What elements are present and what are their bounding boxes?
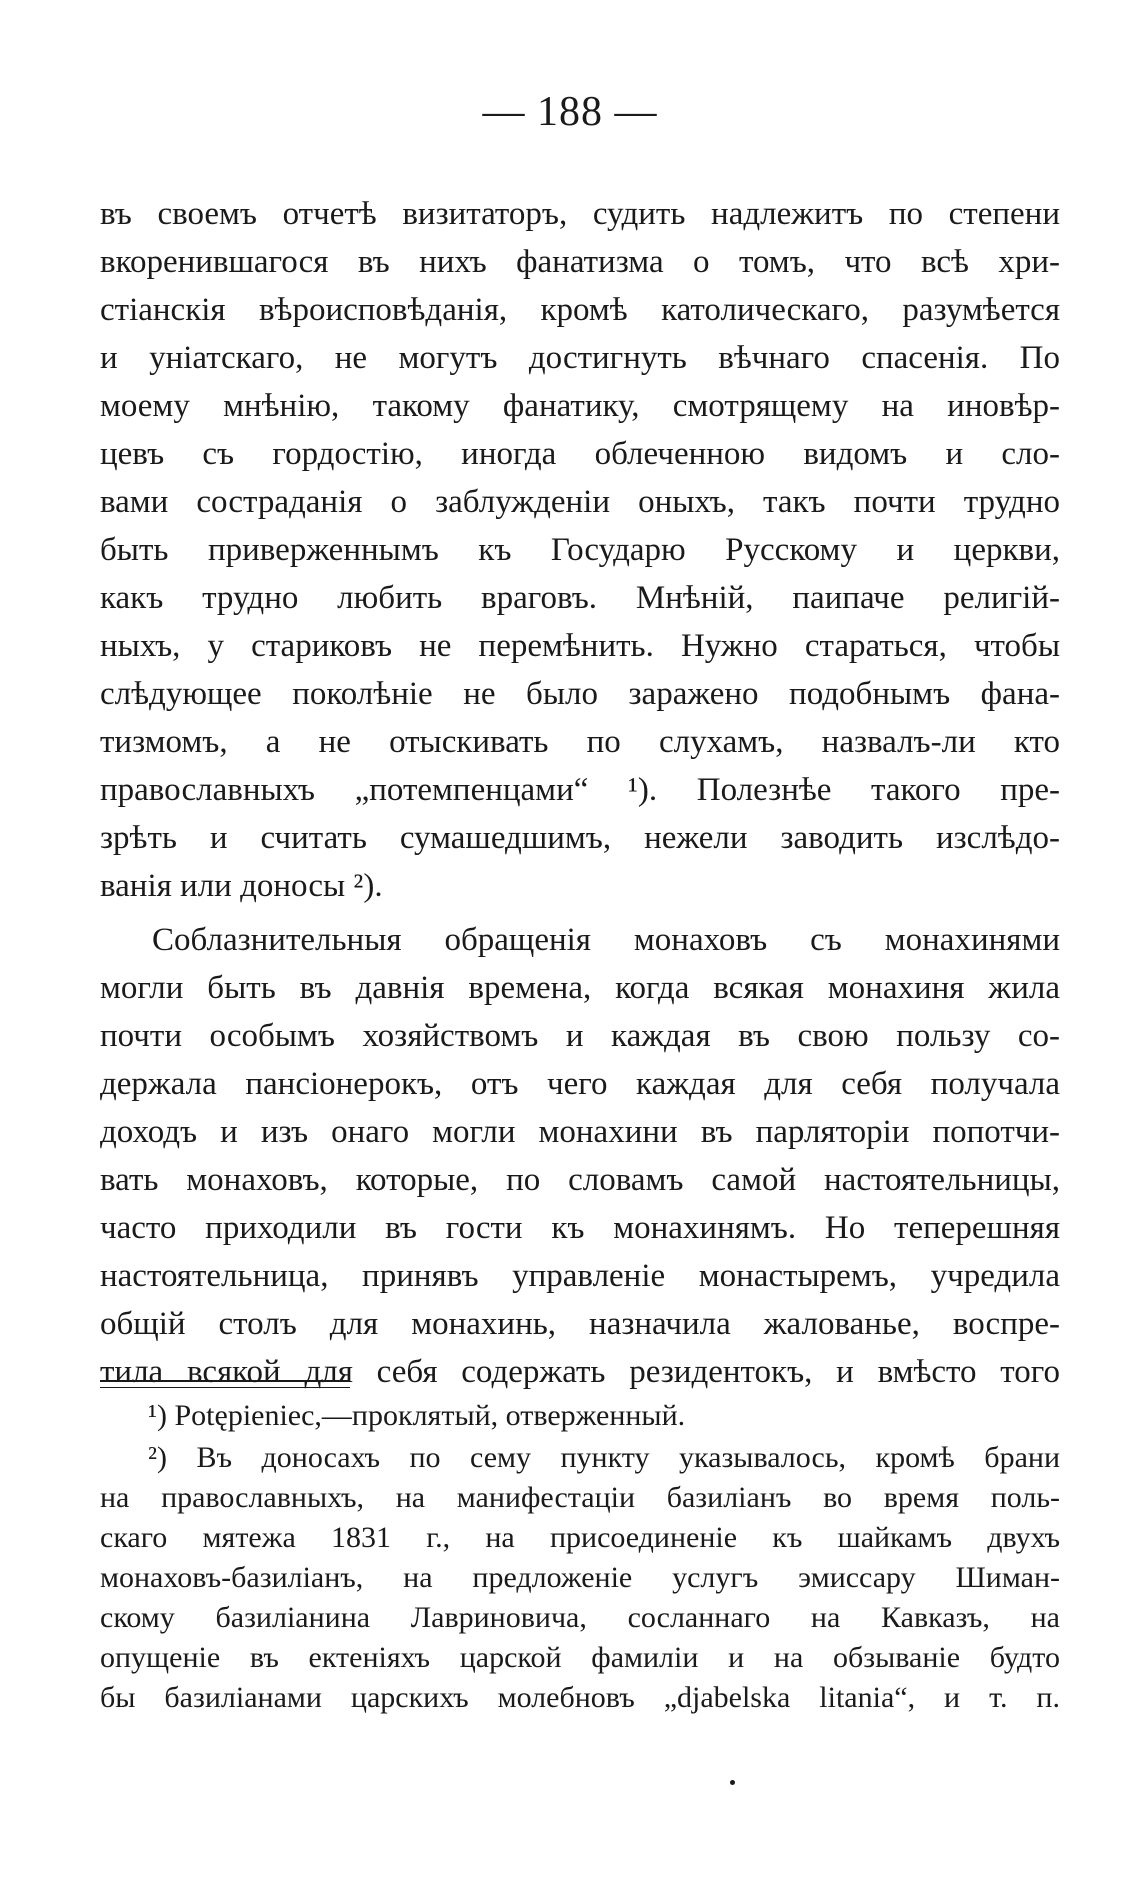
text-line: часто приходили въ гости къ монахинямъ. Но теперешняя — [100, 1210, 1060, 1246]
ink-speck — [730, 1780, 735, 1785]
footnote-line: бы базиліанами царскихъ молебновъ „djabelska litania“, и т. п. — [100, 1681, 1060, 1714]
footnote-line: опущеніе въ ектеніяхъ царской фамиліи и на обзываніе будто — [100, 1641, 1060, 1674]
footnote-2 — [100, 1438, 1060, 1718]
text-line: вкоренившагося въ нихъ фанатизма о томъ, что всѣ хри- — [100, 244, 1060, 280]
text-line: быть приверженнымъ къ Государю Русскому и церкви, — [100, 532, 1060, 568]
main-text — [100, 190, 1060, 1396]
text-line: какъ трудно любить враговъ. Мнѣній, паипаче религій- — [100, 580, 1060, 616]
text-line: доходъ и изъ онаго могли монахини въ парляторіи попотчи- — [100, 1114, 1060, 1150]
text-line: держала пансіонерокъ, отъ чего каждая для себя получала — [100, 1066, 1060, 1102]
footnote-line: ²) Въ доносахъ по сему пункту указывалось, кромѣ брани — [148, 1441, 1060, 1474]
text-line: общій столъ для монахинь, назначила жалованье, воспре- — [100, 1306, 1060, 1342]
text-line: вать монаховъ, которые, по словамъ самой настоятельницы, — [100, 1162, 1060, 1198]
page-number: — 188 — — [482, 89, 658, 135]
paragraph-2 — [100, 916, 1060, 1396]
text-line: тизмомъ, а не отыскивать по слухамъ, назвалъ-ли кто — [100, 724, 1060, 760]
footnote-divider — [100, 1380, 350, 1388]
text-line: моему мнѣнію, такому фанатику, смотрящему на иновѣр- — [100, 388, 1060, 424]
footnote-line: монаховъ-базиліанъ, на предложеніе услугъ эмиссару Шиман- — [100, 1561, 1060, 1594]
text-line: могли быть въ давнія времена, когда всякая монахиня жила — [100, 970, 1060, 1006]
text-line: слѣдующее поколѣніе не было заражено подобнымъ фана- — [100, 676, 1060, 712]
text-line: цевъ съ гордостію, иногда облеченною видомъ и сло- — [100, 436, 1060, 472]
text-line: настоятельница, принявъ управленіе монастыремъ, учредила — [100, 1258, 1060, 1294]
text-line: ныхъ, у стариковъ не перемѣнить. Нужно стараться, чтобы — [100, 628, 1060, 664]
text-line: зрѣть и считать сумашедшимъ, нежели заводить изслѣдо- — [100, 820, 1060, 856]
text-line: въ своемъ отчетѣ визитаторъ, судить надлежитъ по степени — [100, 196, 1060, 232]
footnotes — [100, 1396, 1060, 1718]
footnote-line: на православныхъ, на манифестаціи базиліанъ во время поль- — [100, 1481, 1060, 1514]
footnote-line: скому базиліанина Лавриновича, сосланнаго на Кавказъ, на — [100, 1601, 1060, 1634]
text-line: стіанскія вѣроисповѣданія, кромѣ католическаго, разумѣется — [100, 292, 1060, 328]
text-line: Соблазнительныя обращенія монаховъ съ монахинями — [152, 922, 1060, 958]
text-line: почти особымъ хозяйствомъ и каждая въ свою пользу со- — [100, 1018, 1060, 1054]
footnote-line: ¹) Potępieniec,—проклятый, отверженный. — [148, 1399, 686, 1432]
paragraph-1 — [100, 190, 1060, 910]
text-line: ванія или доносы ²). — [100, 868, 383, 904]
text-line: православныхъ „потемпенцами“ ¹). Полезнѣе такого пре- — [100, 772, 1060, 808]
text-line: тила всякой для себя содержать резидентокъ, и вмѣсто того — [100, 1354, 1060, 1390]
footnote-line: скаго мятежа 1831 г., на присоединеніе къ шайкамъ двухъ — [100, 1521, 1060, 1554]
text-line: вами сострaданія о заблужденіи оныхъ, такъ почти трудно — [100, 484, 1060, 520]
text-line: и уніатскаго, не могутъ достигнуть вѣчнаго спасенія. По — [100, 340, 1060, 376]
footnote-1 — [100, 1396, 1060, 1436]
